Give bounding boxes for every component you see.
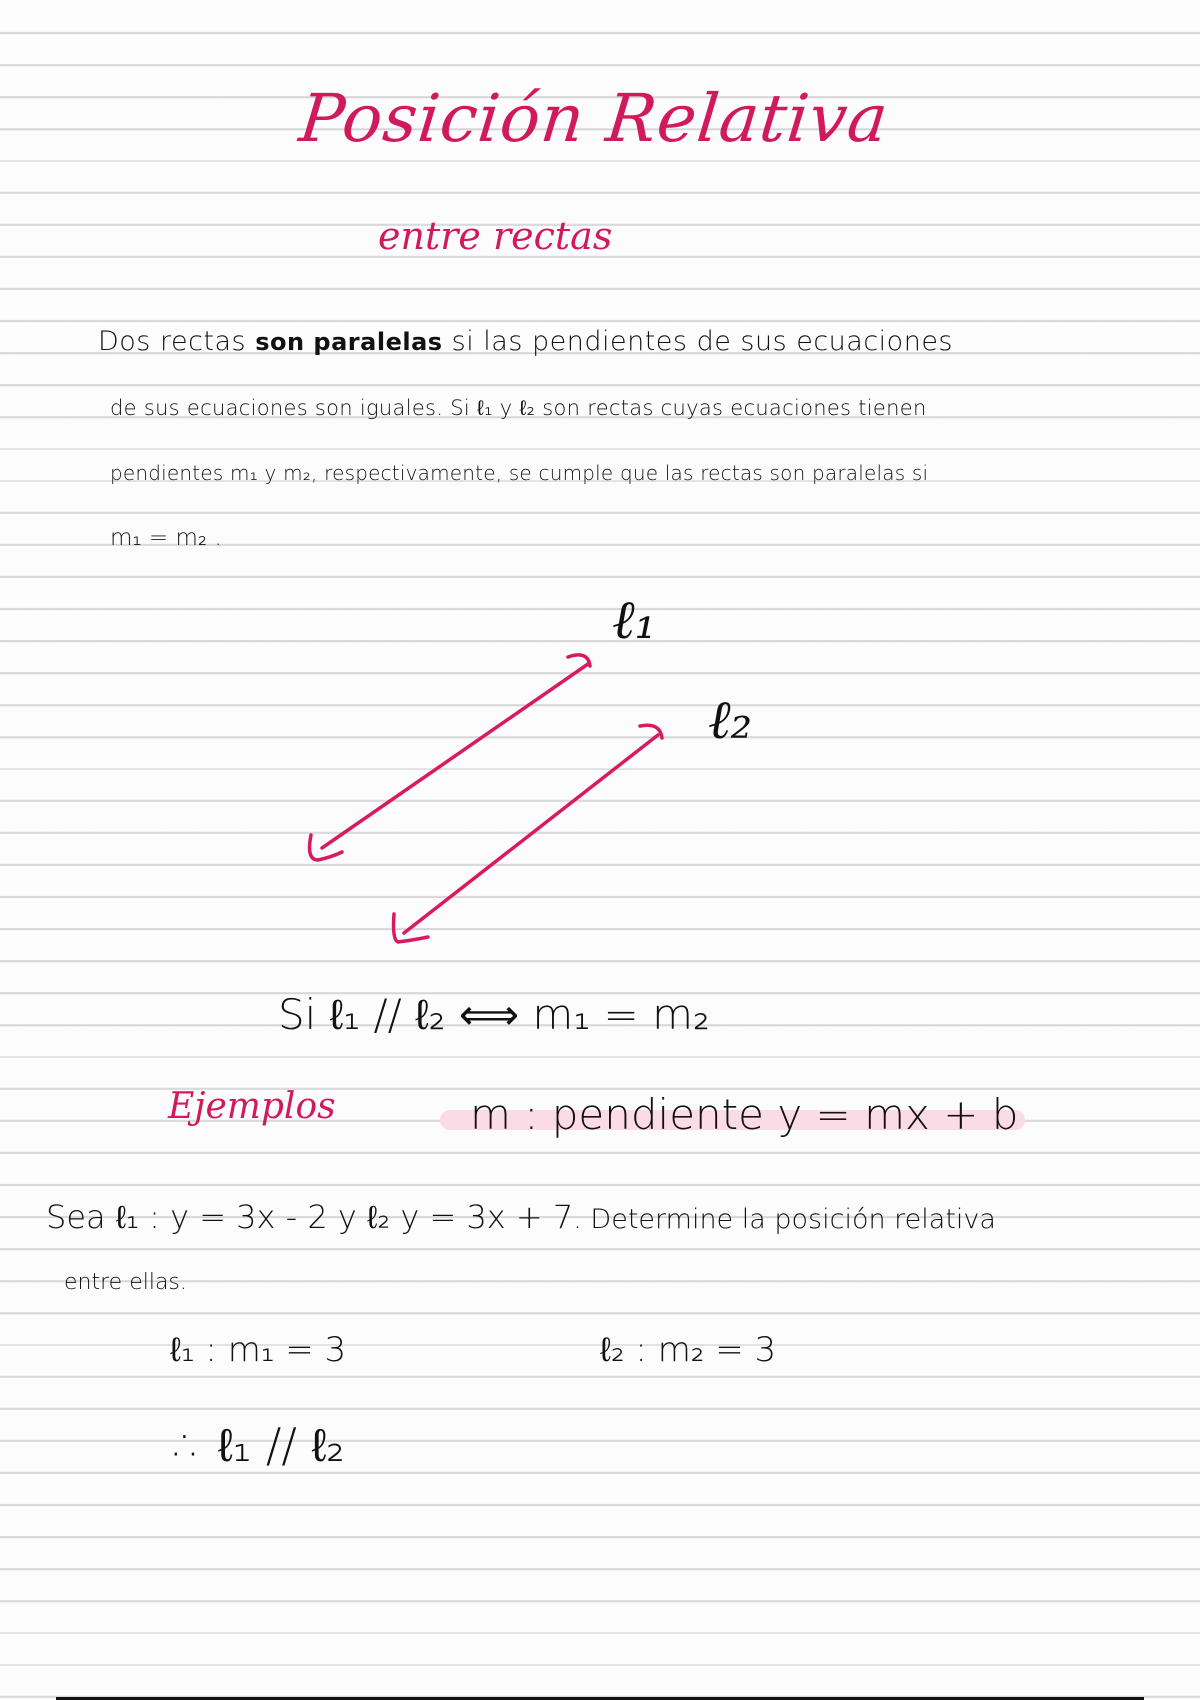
slope-l2: ℓ₂ : m₂ = 3 [600, 1330, 777, 1370]
definition-line-4: m₁ = m₂ . [110, 525, 222, 551]
example-question: . Determine la posición relativa [573, 1204, 996, 1235]
conclusion: ∴ ℓ₁ // ℓ₂ [174, 1418, 345, 1472]
example-problem-cont: entre ellas. [64, 1270, 187, 1295]
page-subtitle: entre rectas [378, 214, 613, 258]
definition-line-3: pendientes m₁ y m₂, respectivamente, se cumple que las rectas son paralelas si [110, 461, 929, 485]
examples-heading: Ejemplos [168, 1086, 336, 1127]
label-l2: ℓ₂ [708, 688, 753, 751]
example-problem [46, 1198, 996, 1236]
label-l1: ℓ₁ [612, 588, 657, 651]
slope-note: m : pendiente y = mx + b [470, 1090, 1019, 1139]
definition-bold-term: son paralelas [255, 328, 443, 356]
theorem-statement: Si ℓ₁ // ℓ₂ ⟺ m₁ = m₂ [278, 990, 710, 1039]
definition-text: si las pendientes de sus ecuaciones [442, 326, 953, 357]
definition-line-2: de sus ecuaciones son iguales. Si ℓ₁ y ℓ₂ son rectas cuyas ecuaciones tienen [110, 396, 927, 420]
definition-text: Dos rectas [98, 326, 256, 357]
page-title: Posición Relativa [295, 80, 893, 157]
example-equations: Sea ℓ₁ : y = 3x - 2 y ℓ₂ y = 3x + 7 [46, 1198, 574, 1236]
slope-l1: ℓ₁ : m₁ = 3 [170, 1330, 347, 1370]
